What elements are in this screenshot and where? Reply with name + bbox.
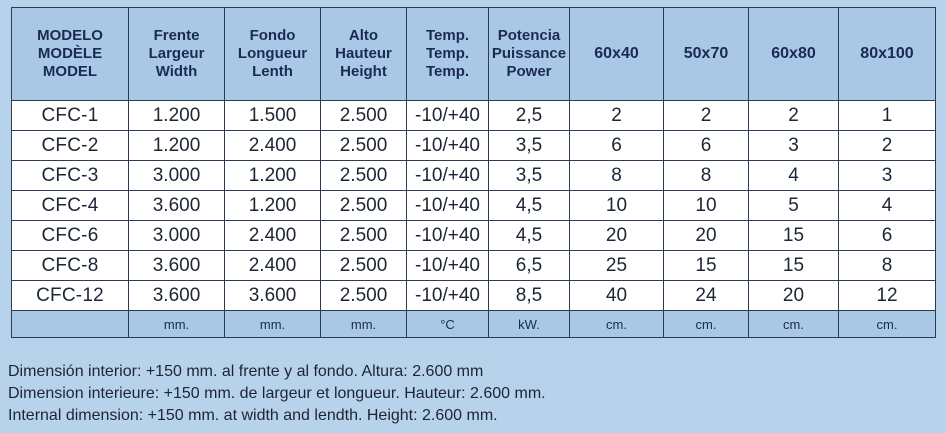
cell-temp: -10/+40 — [407, 281, 489, 311]
cell-power: 8,5 — [489, 281, 570, 311]
cell-qty-80x100: 4 — [839, 191, 936, 221]
cell-temp: -10/+40 — [407, 101, 489, 131]
header-model: MODELO MODÈLE MODEL — [12, 8, 129, 101]
unit-qty-60x80: cm. — [749, 311, 839, 338]
cell-depth: 2.400 — [225, 221, 321, 251]
cell-front: 1.200 — [129, 101, 225, 131]
cell-height: 2.500 — [321, 101, 407, 131]
cell-qty-60x80: 4 — [749, 161, 839, 191]
cell-qty-50x70: 20 — [664, 221, 749, 251]
cell-temp: -10/+40 — [407, 161, 489, 191]
unit-qty-50x70: cm. — [664, 311, 749, 338]
cell-front: 3.000 — [129, 161, 225, 191]
cell-height: 2.500 — [321, 281, 407, 311]
cell-qty-80x100: 12 — [839, 281, 936, 311]
cell-temp: -10/+40 — [407, 221, 489, 251]
unit-front: mm. — [129, 311, 225, 338]
header-size-80x100: 80x100 — [839, 8, 936, 101]
footnote-fr: Dimension interieure: +150 mm. de largeur et longueur. Hauteur: 2.600 mm. — [8, 385, 546, 402]
header-size-60x80: 60x80 — [749, 8, 839, 101]
cell-qty-50x70: 6 — [664, 131, 749, 161]
cell-qty-50x70: 8 — [664, 161, 749, 191]
header-size-50x70: 50x70 — [664, 8, 749, 101]
table-row — [12, 251, 936, 281]
header-row — [12, 8, 936, 101]
cell-qty-80x100: 6 — [839, 221, 936, 251]
table-row — [12, 221, 936, 251]
table-row — [12, 161, 936, 191]
cell-qty-60x40: 40 — [570, 281, 664, 311]
cell-qty-60x40: 8 — [570, 161, 664, 191]
header-depth: Fondo Longueur Lenth — [225, 8, 321, 101]
cell-power: 2,5 — [489, 101, 570, 131]
cell-model: CFC-12 — [12, 281, 129, 311]
footnote-es: Dimensión interior: +150 mm. al frente y al fondo. Altura: 2.600 mm — [8, 363, 484, 380]
cell-qty-50x70: 2 — [664, 101, 749, 131]
cell-qty-80x100: 8 — [839, 251, 936, 281]
table-row — [12, 191, 936, 221]
table-row — [12, 281, 936, 311]
cell-qty-60x80: 3 — [749, 131, 839, 161]
cell-qty-60x80: 5 — [749, 191, 839, 221]
unit-row — [12, 311, 936, 338]
cell-qty-60x40: 20 — [570, 221, 664, 251]
cell-power: 3,5 — [489, 131, 570, 161]
cell-power: 6,5 — [489, 251, 570, 281]
cell-model: CFC-2 — [12, 131, 129, 161]
cell-qty-50x70: 15 — [664, 251, 749, 281]
cell-power: 3,5 — [489, 161, 570, 191]
unit-model — [12, 311, 129, 338]
unit-temp: °C — [407, 311, 489, 338]
cell-depth: 1.500 — [225, 101, 321, 131]
cell-qty-60x80: 15 — [749, 251, 839, 281]
cell-height: 2.500 — [321, 131, 407, 161]
cell-depth: 1.200 — [225, 161, 321, 191]
cell-depth: 1.200 — [225, 191, 321, 221]
unit-depth: mm. — [225, 311, 321, 338]
unit-qty-60x40: cm. — [570, 311, 664, 338]
cell-height: 2.500 — [321, 251, 407, 281]
cell-depth: 3.600 — [225, 281, 321, 311]
cell-model: CFC-1 — [12, 101, 129, 131]
cell-front: 3.600 — [129, 251, 225, 281]
header-power: Potencia Puissance Power — [489, 8, 570, 101]
unit-power: kW. — [489, 311, 570, 338]
unit-height: mm. — [321, 311, 407, 338]
cell-power: 4,5 — [489, 191, 570, 221]
cell-qty-60x40: 6 — [570, 131, 664, 161]
header-front: Frente Largeur Width — [129, 8, 225, 101]
cell-qty-80x100: 1 — [839, 101, 936, 131]
cell-model: CFC-6 — [12, 221, 129, 251]
cell-qty-50x70: 24 — [664, 281, 749, 311]
cell-temp: -10/+40 — [407, 251, 489, 281]
cell-qty-60x40: 2 — [570, 101, 664, 131]
cell-temp: -10/+40 — [407, 131, 489, 161]
header-temp: Temp. Temp. Temp. — [407, 8, 489, 101]
header-height: Alto Hauteur Height — [321, 8, 407, 101]
cell-model: CFC-8 — [12, 251, 129, 281]
footnote-en: Internal dimension: +150 mm. at width and lendth. Height: 2.600 mm. — [8, 407, 498, 424]
cell-front: 3.600 — [129, 281, 225, 311]
table-body — [12, 101, 936, 311]
footnotes — [8, 361, 546, 427]
cell-power: 4,5 — [489, 221, 570, 251]
cell-depth: 2.400 — [225, 251, 321, 281]
cell-temp: -10/+40 — [407, 191, 489, 221]
cell-height: 2.500 — [321, 221, 407, 251]
spec-table — [11, 7, 936, 338]
cell-qty-60x80: 15 — [749, 221, 839, 251]
table-row — [12, 131, 936, 161]
cell-qty-80x100: 3 — [839, 161, 936, 191]
cell-qty-60x40: 25 — [570, 251, 664, 281]
header-size-60x40: 60x40 — [570, 8, 664, 101]
cell-height: 2.500 — [321, 161, 407, 191]
cell-qty-60x40: 10 — [570, 191, 664, 221]
cell-model: CFC-3 — [12, 161, 129, 191]
cell-depth: 2.400 — [225, 131, 321, 161]
cell-qty-60x80: 2 — [749, 101, 839, 131]
cell-front: 3.000 — [129, 221, 225, 251]
cell-qty-60x80: 20 — [749, 281, 839, 311]
cell-model: CFC-4 — [12, 191, 129, 221]
cell-front: 3.600 — [129, 191, 225, 221]
table-row — [12, 101, 936, 131]
unit-qty-80x100: cm. — [839, 311, 936, 338]
cell-qty-80x100: 2 — [839, 131, 936, 161]
cell-height: 2.500 — [321, 191, 407, 221]
cell-qty-50x70: 10 — [664, 191, 749, 221]
cell-front: 1.200 — [129, 131, 225, 161]
